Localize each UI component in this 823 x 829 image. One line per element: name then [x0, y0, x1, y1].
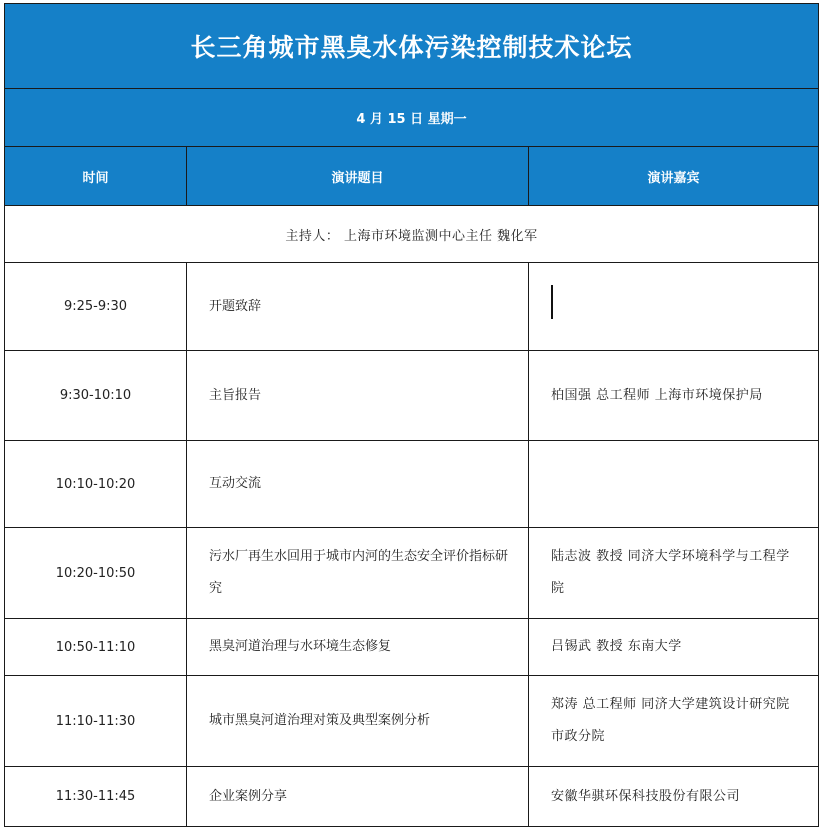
row-time: 11:30-11:45 — [4, 767, 187, 827]
table-row — [4, 528, 819, 619]
row-speaker: 郑涛 总工程师 同济大学建筑设计研究院市政分院 — [529, 676, 819, 767]
row-speaker-editing[interactable] — [529, 263, 819, 351]
row-topic: 主旨报告 — [187, 351, 529, 441]
table-row — [4, 441, 819, 528]
row-speaker: 安徽华骐环保科技股份有限公司 — [529, 767, 819, 827]
column-header-row — [4, 147, 819, 206]
agenda-table — [4, 3, 819, 827]
row-speaker: 陆志波 教授 同济大学环境科学与工程学院 — [529, 528, 819, 619]
column-header-speaker: 演讲嘉宾 — [529, 147, 819, 206]
table-row — [4, 619, 819, 676]
row-topic: 互动交流 — [187, 441, 529, 528]
row-topic: 企业案例分享 — [187, 767, 529, 827]
row-speaker — [529, 441, 819, 528]
row-speaker: 吕锡武 教授 东南大学 — [529, 619, 819, 676]
row-topic: 城市黑臭河道治理对策及典型案例分析 — [187, 676, 529, 767]
text-cursor — [551, 285, 553, 319]
forum-title: 长三角城市黑臭水体污染控制技术论坛 — [4, 3, 819, 89]
table-row — [4, 676, 819, 767]
row-time: 10:10-10:20 — [4, 441, 187, 528]
row-topic: 开题致辞 — [187, 263, 529, 351]
row-time: 9:30-10:10 — [4, 351, 187, 441]
date-header: 4 月 15 日 星期一 — [4, 89, 819, 147]
row-topic: 污水厂再生水回用于城市内河的生态安全评价指标研究 — [187, 528, 529, 619]
column-header-time: 时间 — [4, 147, 187, 206]
row-time: 9:25-9:30 — [4, 263, 187, 351]
row-time: 11:10-11:30 — [4, 676, 187, 767]
host-row: 主持人： 上海市环境监测中心主任 魏化军 — [4, 206, 819, 263]
column-header-topic: 演讲题目 — [187, 147, 529, 206]
row-time: 10:20-10:50 — [4, 528, 187, 619]
table-row — [4, 767, 819, 827]
row-speaker: 柏国强 总工程师 上海市环境保护局 — [529, 351, 819, 441]
table-row — [4, 351, 819, 441]
table-row — [4, 263, 819, 351]
row-time: 10:50-11:10 — [4, 619, 187, 676]
row-topic: 黑臭河道治理与水环境生态修复 — [187, 619, 529, 676]
